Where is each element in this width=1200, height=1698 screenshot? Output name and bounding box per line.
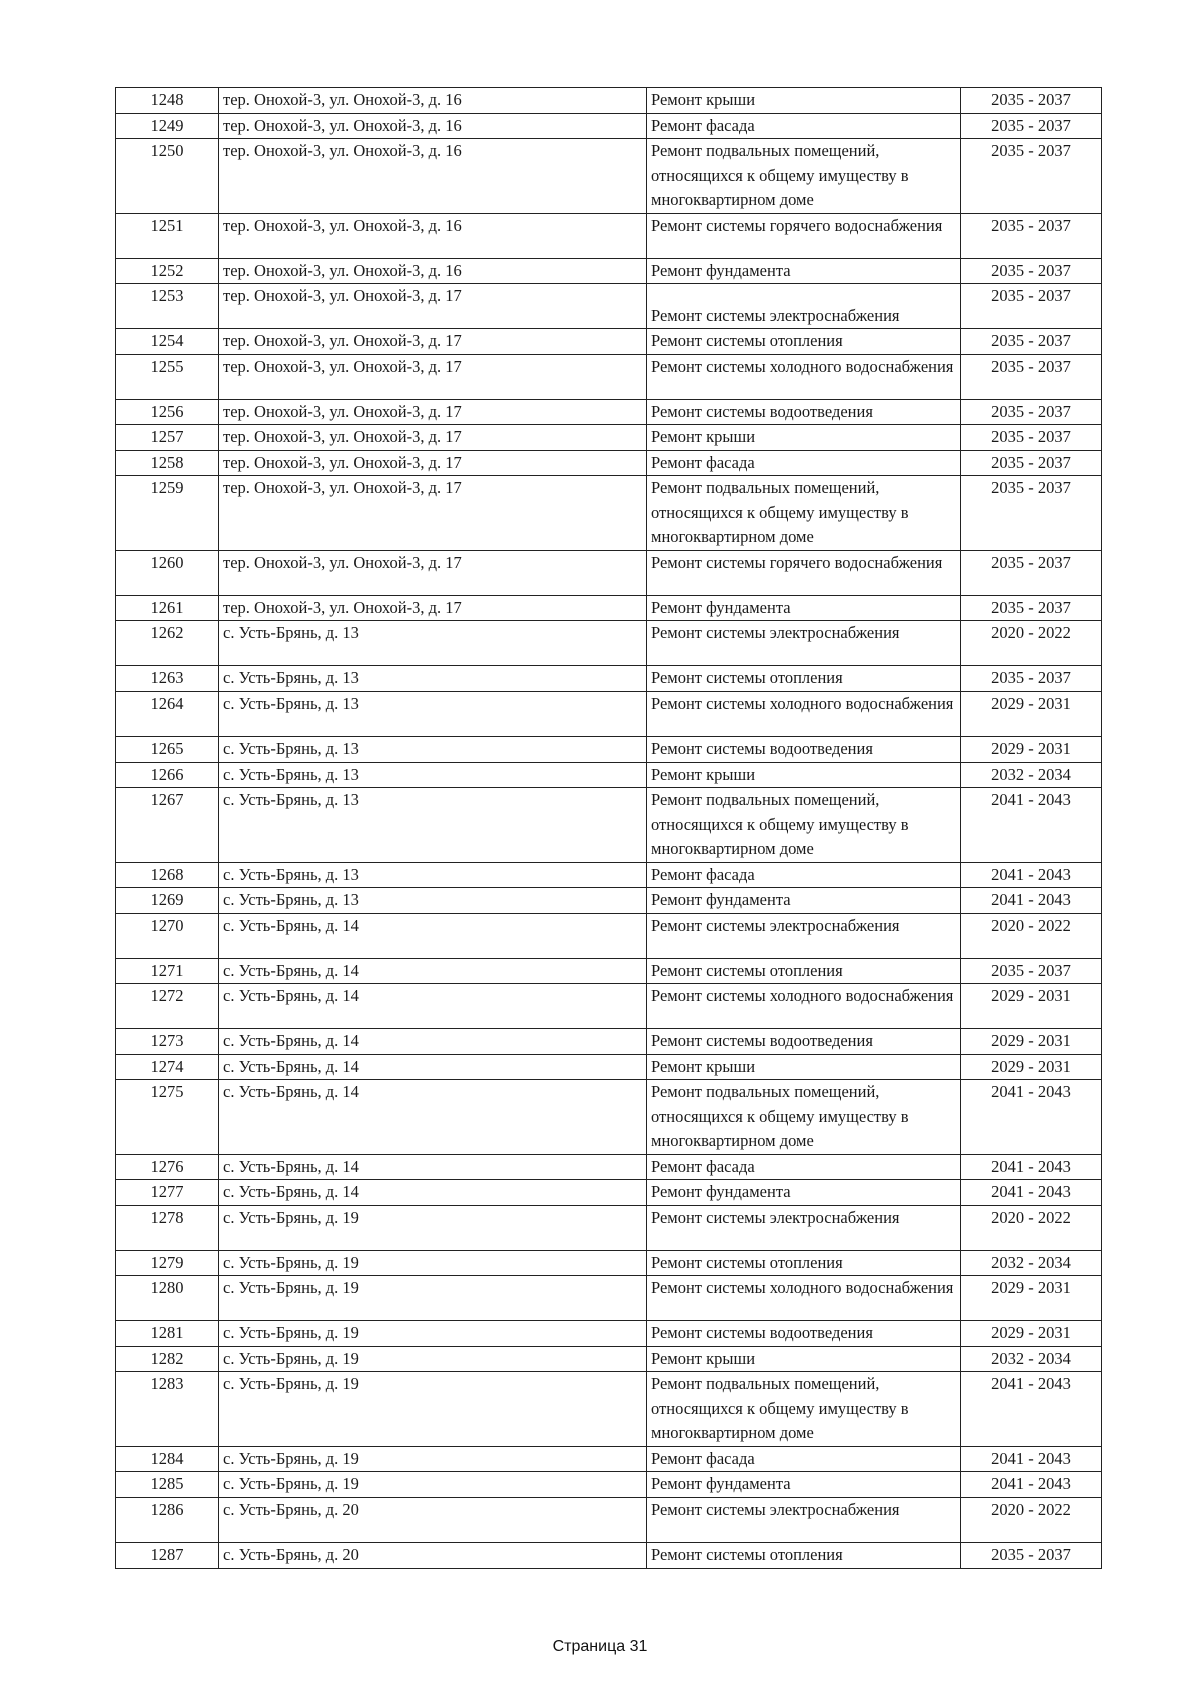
address-cell: с. Усть-Брянь, д. 14 [219, 913, 647, 958]
address-cell: с. Усть-Брянь, д. 13 [219, 888, 647, 914]
table-row [116, 788, 1102, 863]
row-number: 1278 [116, 1205, 219, 1250]
table-row [116, 1154, 1102, 1180]
address-cell: с. Усть-Брянь, д. 14 [219, 984, 647, 1029]
work-type-cell: Ремонт системы отопления [647, 1543, 961, 1569]
work-type-cell: Ремонт системы горячего водоснабжения [647, 213, 961, 258]
row-number: 1265 [116, 737, 219, 763]
address-cell: с. Усть-Брянь, д. 13 [219, 762, 647, 788]
period-cell: 2035 - 2037 [961, 139, 1102, 214]
address-cell: с. Усть-Брянь, д. 19 [219, 1321, 647, 1347]
address-cell: с. Усть-Брянь, д. 13 [219, 621, 647, 666]
address-cell: с. Усть-Брянь, д. 20 [219, 1543, 647, 1569]
table-row [116, 213, 1102, 258]
work-type-cell: Ремонт подвальных помещений, относящихся к общему имуществу в многоквартирном доме [647, 1080, 961, 1155]
table-row [116, 666, 1102, 692]
table-row [116, 399, 1102, 425]
period-cell: 2035 - 2037 [961, 399, 1102, 425]
address-cell: тер. Онохой-3, ул. Онохой-3, д. 17 [219, 354, 647, 399]
address-cell: тер. Онохой-3, ул. Онохой-3, д. 16 [219, 139, 647, 214]
row-number: 1280 [116, 1276, 219, 1321]
row-number: 1268 [116, 862, 219, 888]
work-type-cell: Ремонт системы водоотведения [647, 1321, 961, 1347]
address-cell: с. Усть-Брянь, д. 14 [219, 1029, 647, 1055]
row-number: 1281 [116, 1321, 219, 1347]
row-number: 1266 [116, 762, 219, 788]
work-type-cell: Ремонт фасада [647, 1154, 961, 1180]
row-number: 1283 [116, 1372, 219, 1447]
row-number: 1271 [116, 958, 219, 984]
row-number: 1273 [116, 1029, 219, 1055]
period-cell: 2035 - 2037 [961, 450, 1102, 476]
address-cell: с. Усть-Брянь, д. 19 [219, 1372, 647, 1447]
period-cell: 2035 - 2037 [961, 329, 1102, 355]
period-cell: 2041 - 2043 [961, 1080, 1102, 1155]
address-cell: тер. Онохой-3, ул. Онохой-3, д. 17 [219, 550, 647, 595]
table-row [116, 1472, 1102, 1498]
work-type-cell: Ремонт фасада [647, 450, 961, 476]
work-type-cell: Ремонт системы отопления [647, 329, 961, 355]
table-row [116, 862, 1102, 888]
table-row [116, 1372, 1102, 1447]
table-row [116, 888, 1102, 914]
table-row [116, 1054, 1102, 1080]
period-cell: 2035 - 2037 [961, 1543, 1102, 1569]
work-type-cell: Ремонт подвальных помещений, относящихся к общему имуществу в многоквартирном доме [647, 1372, 961, 1447]
table-row [116, 329, 1102, 355]
work-type-cell: Ремонт системы отопления [647, 666, 961, 692]
work-type-cell: Ремонт фасада [647, 1446, 961, 1472]
period-cell: 2035 - 2037 [961, 284, 1102, 329]
row-number: 1255 [116, 354, 219, 399]
table-row [116, 1250, 1102, 1276]
work-type-cell: Ремонт системы электроснабжения [647, 1497, 961, 1542]
table-row [116, 1497, 1102, 1542]
work-type-cell: Ремонт крыши [647, 762, 961, 788]
row-number: 1279 [116, 1250, 219, 1276]
period-cell: 2041 - 2043 [961, 1446, 1102, 1472]
period-cell: 2029 - 2031 [961, 1054, 1102, 1080]
address-cell: с. Усть-Брянь, д. 19 [219, 1346, 647, 1372]
table-row [116, 1543, 1102, 1569]
period-cell: 2029 - 2031 [961, 984, 1102, 1029]
row-number: 1277 [116, 1180, 219, 1206]
page-number: Страница 31 [552, 1638, 648, 1655]
row-number: 1248 [116, 88, 219, 114]
address-cell: тер. Онохой-3, ул. Онохой-3, д. 17 [219, 329, 647, 355]
work-type-cell: Ремонт системы отопления [647, 1250, 961, 1276]
period-cell: 2035 - 2037 [961, 550, 1102, 595]
table-row [116, 762, 1102, 788]
period-cell: 2041 - 2043 [961, 888, 1102, 914]
address-cell: тер. Онохой-3, ул. Онохой-3, д. 17 [219, 284, 647, 329]
row-number: 1284 [116, 1446, 219, 1472]
work-type-cell: Ремонт крыши [647, 1346, 961, 1372]
work-type-cell: Ремонт системы холодного водоснабжения [647, 1276, 961, 1321]
period-cell: 2041 - 2043 [961, 1472, 1102, 1498]
address-cell: с. Усть-Брянь, д. 19 [219, 1446, 647, 1472]
address-cell: тер. Онохой-3, ул. Онохой-3, д. 16 [219, 213, 647, 258]
period-cell: 2035 - 2037 [961, 354, 1102, 399]
period-cell: 2020 - 2022 [961, 1497, 1102, 1542]
address-cell: тер. Онохой-3, ул. Онохой-3, д. 17 [219, 476, 647, 551]
address-cell: тер. Онохой-3, ул. Онохой-3, д. 17 [219, 595, 647, 621]
period-cell: 2020 - 2022 [961, 913, 1102, 958]
row-number: 1260 [116, 550, 219, 595]
address-cell: с. Усть-Брянь, д. 19 [219, 1205, 647, 1250]
period-cell: 2041 - 2043 [961, 1154, 1102, 1180]
work-type-cell: Ремонт фундамента [647, 1472, 961, 1498]
period-cell: 2041 - 2043 [961, 1372, 1102, 1447]
address-cell: с. Усть-Брянь, д. 14 [219, 1054, 647, 1080]
table-row [116, 1321, 1102, 1347]
address-cell: с. Усть-Брянь, д. 14 [219, 958, 647, 984]
table-row [116, 139, 1102, 214]
table-row [116, 550, 1102, 595]
period-cell: 2029 - 2031 [961, 1276, 1102, 1321]
address-cell: тер. Онохой-3, ул. Онохой-3, д. 16 [219, 113, 647, 139]
row-number: 1256 [116, 399, 219, 425]
row-number: 1270 [116, 913, 219, 958]
address-cell: с. Усть-Брянь, д. 19 [219, 1250, 647, 1276]
row-number: 1274 [116, 1054, 219, 1080]
row-number: 1250 [116, 139, 219, 214]
address-cell: с. Усть-Брянь, д. 19 [219, 1276, 647, 1321]
row-number: 1257 [116, 425, 219, 451]
work-type-cell: Ремонт фундамента [647, 1180, 961, 1206]
period-cell: 2032 - 2034 [961, 1250, 1102, 1276]
table-row [116, 1346, 1102, 1372]
period-cell: 2029 - 2031 [961, 1029, 1102, 1055]
work-type-cell: Ремонт системы водоотведения [647, 1029, 961, 1055]
row-number: 1264 [116, 691, 219, 736]
row-number: 1276 [116, 1154, 219, 1180]
work-type-cell: Ремонт подвальных помещений, относящихся к общему имуществу в многоквартирном доме [647, 788, 961, 863]
work-type-cell: Ремонт системы горячего водоснабжения [647, 550, 961, 595]
table-row [116, 621, 1102, 666]
period-cell: 2029 - 2031 [961, 1321, 1102, 1347]
row-number: 1287 [116, 1543, 219, 1569]
period-cell: 2041 - 2043 [961, 1180, 1102, 1206]
repair-schedule-table [115, 87, 1102, 1569]
work-type-cell: Ремонт системы холодного водоснабжения [647, 691, 961, 736]
row-number: 1261 [116, 595, 219, 621]
row-number: 1285 [116, 1472, 219, 1498]
table-row [116, 476, 1102, 551]
table-row [116, 284, 1102, 329]
row-number: 1252 [116, 258, 219, 284]
table-row [116, 1080, 1102, 1155]
row-number: 1259 [116, 476, 219, 551]
work-type-cell: Ремонт системы отопления [647, 958, 961, 984]
period-cell: 2032 - 2034 [961, 762, 1102, 788]
period-cell: 2035 - 2037 [961, 88, 1102, 114]
work-type-cell: Ремонт фасада [647, 113, 961, 139]
period-cell: 2035 - 2037 [961, 666, 1102, 692]
period-cell: 2020 - 2022 [961, 621, 1102, 666]
work-type-cell: Ремонт подвальных помещений, относящихся к общему имуществу в многоквартирном доме [647, 139, 961, 214]
table-body [116, 88, 1102, 1569]
table-row [116, 425, 1102, 451]
period-cell: 2035 - 2037 [961, 213, 1102, 258]
work-type-cell: Ремонт фасада [647, 862, 961, 888]
work-type-cell: Ремонт системы холодного водоснабжения [647, 984, 961, 1029]
work-type-cell: Ремонт фундамента [647, 888, 961, 914]
address-cell: тер. Онохой-3, ул. Онохой-3, д. 16 [219, 88, 647, 114]
work-type-cell: Ремонт системы электроснабжения [647, 913, 961, 958]
address-cell: тер. Онохой-3, ул. Онохой-3, д. 17 [219, 425, 647, 451]
row-number: 1267 [116, 788, 219, 863]
work-type-cell: Ремонт системы электроснабжения [647, 284, 961, 329]
table-row [116, 1205, 1102, 1250]
address-cell: тер. Онохой-3, ул. Онохой-3, д. 16 [219, 258, 647, 284]
table-row [116, 737, 1102, 763]
address-cell: тер. Онохой-3, ул. Онохой-3, д. 17 [219, 399, 647, 425]
period-cell: 2035 - 2037 [961, 476, 1102, 551]
work-type-cell: Ремонт фундамента [647, 258, 961, 284]
table-row [116, 958, 1102, 984]
work-type-cell: Ремонт крыши [647, 1054, 961, 1080]
table-row [116, 258, 1102, 284]
work-type-cell: Ремонт крыши [647, 88, 961, 114]
address-cell: с. Усть-Брянь, д. 19 [219, 1472, 647, 1498]
table-row [116, 1180, 1102, 1206]
table-row [116, 984, 1102, 1029]
table-row [116, 1446, 1102, 1472]
row-number: 1262 [116, 621, 219, 666]
address-cell: с. Усть-Брянь, д. 13 [219, 788, 647, 863]
table-row [116, 595, 1102, 621]
address-cell: с. Усть-Брянь, д. 14 [219, 1180, 647, 1206]
row-number: 1258 [116, 450, 219, 476]
address-cell: с. Усть-Брянь, д. 13 [219, 691, 647, 736]
table-row [116, 691, 1102, 736]
period-cell: 2035 - 2037 [961, 958, 1102, 984]
table-row [116, 113, 1102, 139]
period-cell: 2032 - 2034 [961, 1346, 1102, 1372]
work-type-cell: Ремонт крыши [647, 425, 961, 451]
address-cell: с. Усть-Брянь, д. 13 [219, 862, 647, 888]
table-row [116, 354, 1102, 399]
address-cell: с. Усть-Брянь, д. 13 [219, 666, 647, 692]
period-cell: 2029 - 2031 [961, 691, 1102, 736]
period-cell: 2029 - 2031 [961, 737, 1102, 763]
work-type-cell: Ремонт системы электроснабжения [647, 1205, 961, 1250]
table-row [116, 1276, 1102, 1321]
row-number: 1253 [116, 284, 219, 329]
table-row [116, 88, 1102, 114]
row-number: 1251 [116, 213, 219, 258]
table-row [116, 1029, 1102, 1055]
period-cell: 2020 - 2022 [961, 1205, 1102, 1250]
row-number: 1272 [116, 984, 219, 1029]
work-type-cell: Ремонт системы водоотведения [647, 737, 961, 763]
table-row [116, 913, 1102, 958]
work-type-cell: Ремонт системы холодного водоснабжения [647, 354, 961, 399]
table-row [116, 450, 1102, 476]
row-number: 1286 [116, 1497, 219, 1542]
row-number: 1263 [116, 666, 219, 692]
row-number: 1249 [116, 113, 219, 139]
period-cell: 2035 - 2037 [961, 258, 1102, 284]
period-cell: 2041 - 2043 [961, 788, 1102, 863]
work-type-cell: Ремонт системы электроснабжения [647, 621, 961, 666]
work-type-cell: Ремонт системы водоотведения [647, 399, 961, 425]
address-cell: с. Усть-Брянь, д. 14 [219, 1080, 647, 1155]
address-cell: тер. Онохой-3, ул. Онохой-3, д. 17 [219, 450, 647, 476]
row-number: 1282 [116, 1346, 219, 1372]
work-type-cell: Ремонт подвальных помещений, относящихся к общему имуществу в многоквартирном доме [647, 476, 961, 551]
row-number: 1269 [116, 888, 219, 914]
row-number: 1254 [116, 329, 219, 355]
period-cell: 2035 - 2037 [961, 595, 1102, 621]
period-cell: 2035 - 2037 [961, 113, 1102, 139]
address-cell: с. Усть-Брянь, д. 20 [219, 1497, 647, 1542]
period-cell: 2035 - 2037 [961, 425, 1102, 451]
address-cell: с. Усть-Брянь, д. 13 [219, 737, 647, 763]
period-cell: 2041 - 2043 [961, 862, 1102, 888]
row-number: 1275 [116, 1080, 219, 1155]
address-cell: с. Усть-Брянь, д. 14 [219, 1154, 647, 1180]
work-type-cell: Ремонт фундамента [647, 595, 961, 621]
